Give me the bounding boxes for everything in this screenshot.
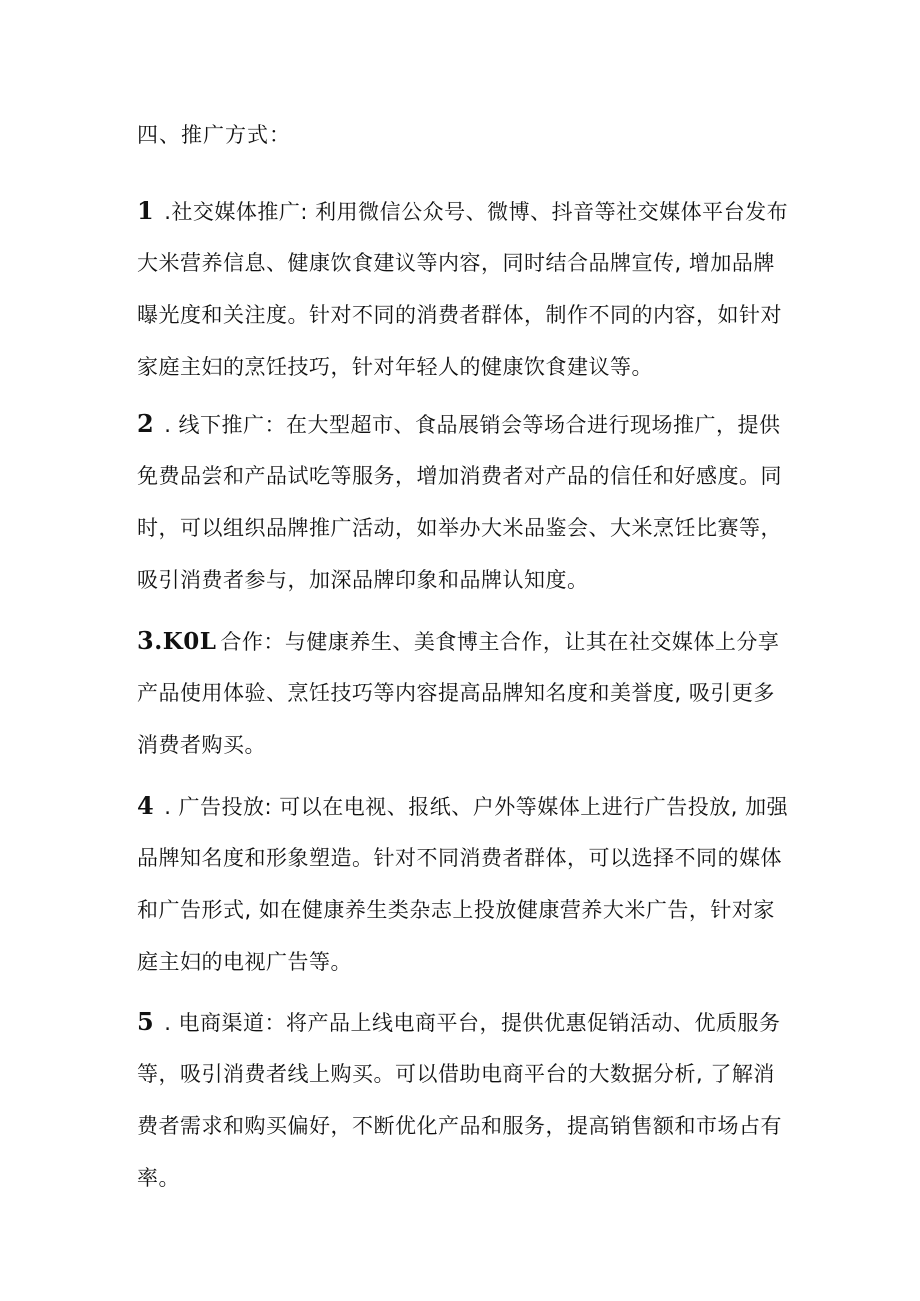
paragraph-line: 率。 (137, 1166, 180, 1190)
item-ecommerce (137, 996, 797, 1204)
paragraph-line: 时，可以组织品牌推广活动，如举办大米品鉴会、大米烹饪比赛等， (137, 516, 782, 540)
section-heading: 四、推广方式： (137, 123, 291, 147)
paragraph-line: 等，吸引消费者线上购买。可以借助电商平台的大数据分析, 了解消 (137, 1062, 775, 1086)
line-text: .社交媒体推广: 利用微信公众号、微博、抖音等社交媒体平台发布 (164, 200, 789, 224)
item-offline (137, 398, 797, 606)
paragraph-line: 品牌知名度和形象塑造。针对不同消费者群体，可以选择不同的媒体 (137, 846, 782, 870)
line-text: 合作：与健康养生、美食博主合作，让其在社交媒体上分享 (220, 630, 780, 654)
paragraph-line (137, 398, 797, 450)
item-number: 1 (137, 196, 155, 225)
item-number: 3 (137, 626, 155, 655)
paragraph-line: 和广告形式, 如在健康养生类杂志上投放健康营养大米广告，针对家 (137, 898, 775, 922)
paragraph-line: 大米营养信息、健康饮食建议等内容，同时结合品牌宣传, 增加品牌 (137, 251, 775, 275)
item-advertising (137, 780, 797, 988)
paragraph-line: 费者需求和购买偏好，不断优化产品和服务，提高销售额和市场占有 (137, 1114, 782, 1138)
paragraph-line: 庭主妇的电视广告等。 (137, 950, 352, 974)
item-kol (137, 615, 797, 771)
paragraph-line (137, 780, 797, 832)
paragraph-line: 吸引消费者参与，加深品牌印象和品牌认知度。 (137, 568, 589, 592)
paragraph-line (137, 615, 797, 667)
paragraph-line: 消费者购买。 (137, 733, 266, 757)
paragraph-line (137, 185, 797, 237)
paragraph-line: 产品使用体验、烹饪技巧等内容提高品牌知名度和美誉度, 吸引更多 (137, 681, 775, 705)
kol-label: .K0L (154, 628, 217, 655)
paragraph-line (137, 996, 797, 1048)
item-number: 2 (137, 409, 155, 438)
item-number: 5 (137, 1007, 155, 1036)
paragraph-line: 曝光度和关注度。针对不同的消费者群体，制作不同的内容，如针对 (137, 303, 782, 327)
paragraph-line: 免费品尝和产品试吃等服务，增加消费者对产品的信任和好感度。同 (137, 464, 782, 488)
line-text: . 线下推广：在大型超市、食品展销会等场合进行现场推广，提供 (164, 413, 781, 437)
line-text: . 广告投放: 可以在电视、报纸、户外等媒体上进行广告投放, 加强 (164, 795, 789, 819)
line-text: . 电商渠道：将产品上线电商平台，提供优惠促销活动、优质服务 (164, 1011, 781, 1035)
paragraph-line: 家庭主妇的烹饪技巧，针对年轻人的健康饮食建议等。 (137, 355, 653, 379)
item-social-media (137, 185, 797, 393)
item-number: 4 (137, 791, 155, 820)
